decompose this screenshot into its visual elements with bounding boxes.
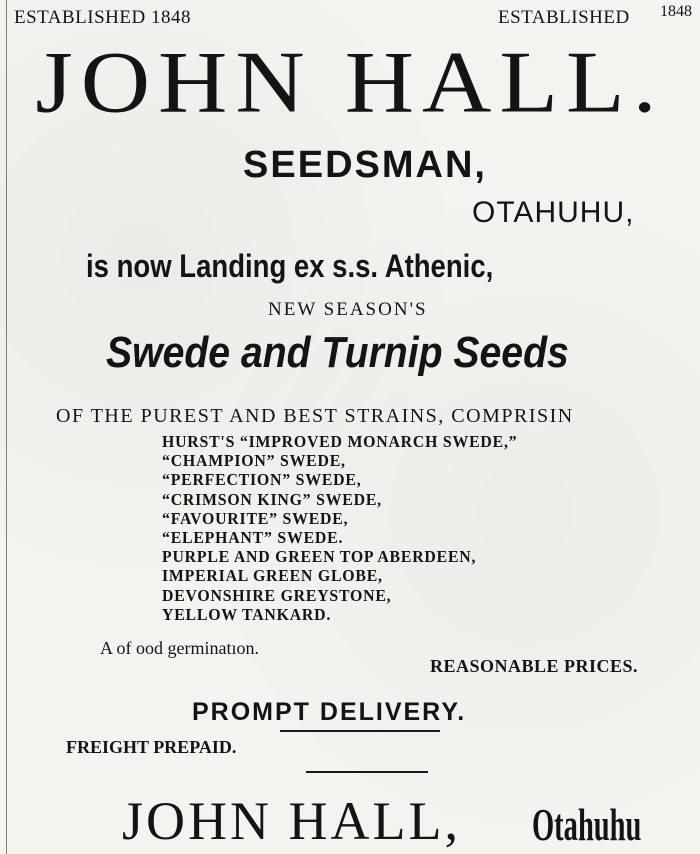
trade-title: SEEDSMAN,	[243, 144, 487, 186]
product-title: Swede and Turnip Seeds	[106, 328, 569, 377]
column-edge-rule	[6, 0, 7, 854]
variety-item: “CHAMPION” SWEDE,	[162, 451, 346, 471]
variety-item: IMPERIAL GREEN GLOBE,	[162, 566, 383, 586]
variety-item: HURST'S “IMPROVED MONARCH SWEDE,”	[162, 432, 518, 451]
footer-place: Otahuhu	[532, 799, 642, 850]
headline-name: JOHN HALL.	[35, 32, 665, 131]
delivery-note: PROMPT DELIVERY.	[192, 698, 467, 726]
established-right: ESTABLISHED	[498, 7, 630, 28]
freight-note: FREIGHT PREPAID.	[66, 737, 237, 757]
delivery-underline	[280, 730, 440, 732]
variety-item: “CRIMSON KING” SWEDE,	[162, 489, 382, 509]
prices-note: REASONABLE PRICES.	[430, 656, 639, 676]
variety-item: “FAVOURITE” SWEDE,	[162, 508, 349, 528]
variety-item: DEVONSHIRE GREYSTONE,	[162, 585, 392, 605]
variety-item: PURPLE AND GREEN TOP ABERDEEN,	[162, 547, 477, 567]
variety-item: YELLOW TANKARD.	[162, 604, 332, 624]
variety-list	[162, 432, 532, 624]
variety-item: “ELEPHANT” SWEDE.	[162, 528, 344, 548]
strains-line: OF THE PUREST AND BEST STRAINS, COMPRISIN	[56, 405, 574, 427]
footer-name: JOHN HALL,	[122, 791, 461, 851]
footer-divider	[306, 771, 428, 773]
place-name: OTAHUHU,	[472, 196, 635, 229]
variety-item: “PERFECTION” SWEDE,	[162, 470, 362, 490]
established-left: ESTABLISHED 1848	[14, 7, 191, 28]
germination-note: A of ood germinatıon.	[100, 638, 259, 658]
new-season-label: NEW SEASON'S	[268, 299, 428, 320]
established-right-year: 1848	[660, 3, 692, 20]
landing-notice: is now Landing ex s.s. Athenic,	[86, 248, 494, 284]
